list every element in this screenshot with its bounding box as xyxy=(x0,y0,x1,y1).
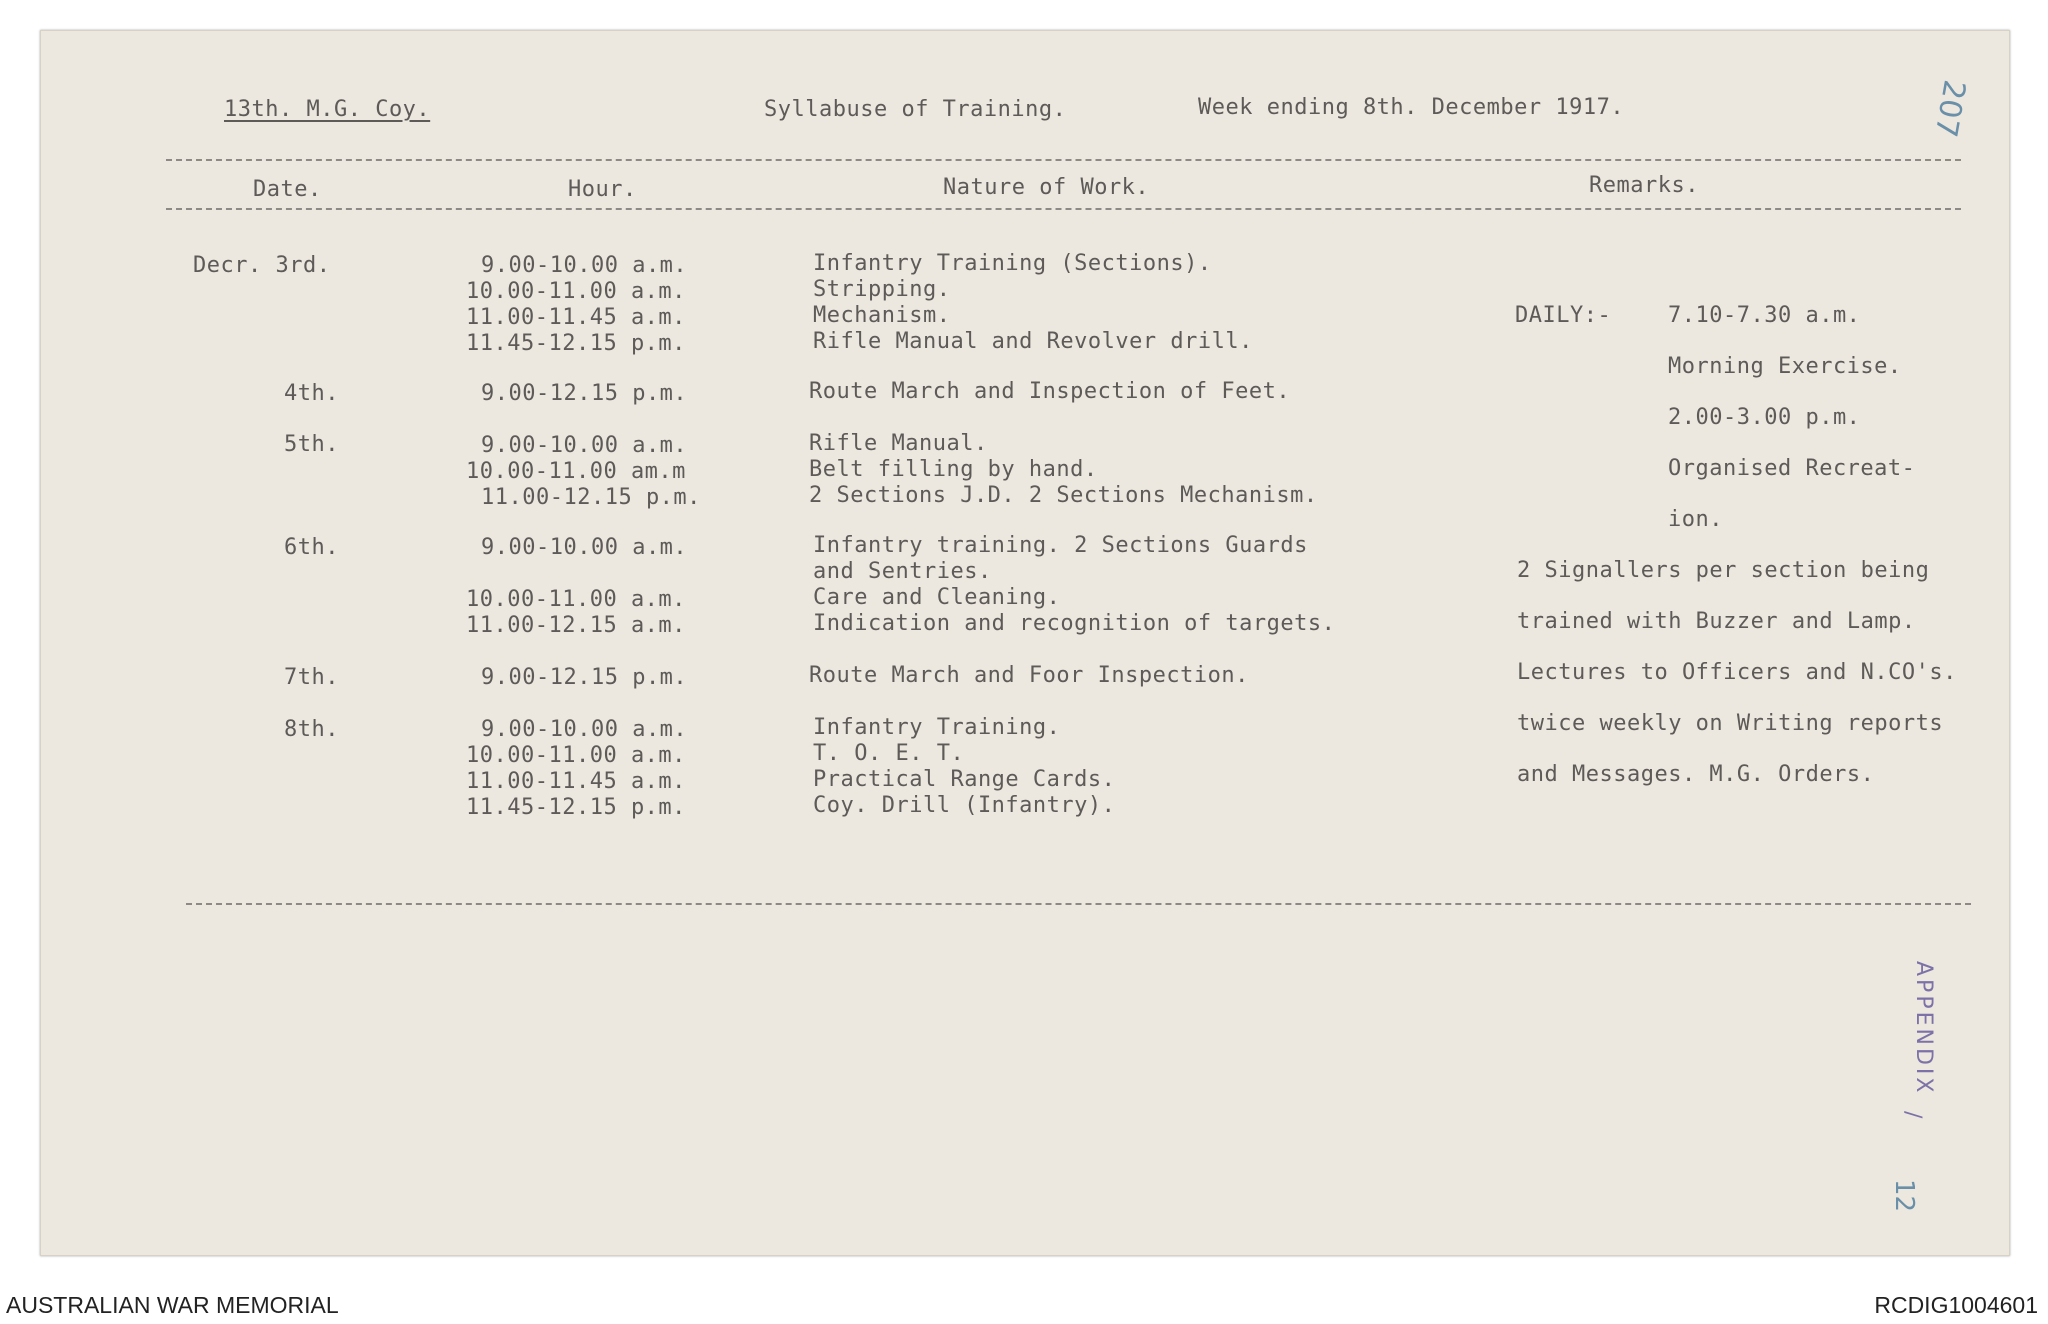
row-work: Route March and Foor Inspection. xyxy=(809,663,1249,688)
row-date: 4th. xyxy=(284,381,339,406)
row-work: Route March and Inspection of Feet. xyxy=(809,379,1291,404)
daily-label: DAILY:- xyxy=(1515,303,1612,328)
row-work: Coy. Drill (Infantry). xyxy=(813,793,1116,818)
row-hour: 11.00-11.45 a.m. xyxy=(466,769,686,794)
row-work: Infantry Training (Sections). xyxy=(813,251,1212,276)
row-work: Infantry training. 2 Sections Guards xyxy=(813,533,1308,558)
row-work: Practical Range Cards. xyxy=(813,767,1116,792)
table-bottom-rule xyxy=(186,903,1971,905)
remarks-note: trained with Buzzer and Lamp. xyxy=(1517,609,1916,634)
column-header-remarks: Remarks. xyxy=(1589,173,1699,198)
row-work: Rifle Manual and Revolver drill. xyxy=(813,329,1253,354)
row-hour: 11.00-12.15 a.m. xyxy=(466,613,686,638)
row-hour: 11.00-12.15 p.m. xyxy=(481,485,701,510)
footer-institution: AUSTRALIAN WAR MEMORIAL xyxy=(6,1292,339,1318)
row-hour: 10.00-11.00 am.m xyxy=(466,459,686,484)
row-work: Stripping. xyxy=(813,277,951,302)
row-work: Infantry Training. xyxy=(813,715,1061,740)
row-hour: 9.00-12.15 p.m. xyxy=(481,665,688,690)
row-work: Care and Cleaning. xyxy=(813,585,1061,610)
column-header-hour: Hour. xyxy=(568,177,637,202)
appendix-slash: / xyxy=(1900,1111,1925,1122)
header-top-rule xyxy=(166,159,1961,161)
row-hour: 9.00-10.00 a.m. xyxy=(481,253,688,278)
row-work: Rifle Manual. xyxy=(809,431,988,456)
remarks-line: Organised Recreat- xyxy=(1668,456,1916,481)
row-hour: 11.00-11.45 a.m. xyxy=(466,305,686,330)
appendix-number: 12 xyxy=(1889,1179,1919,1213)
remarks-line: ion. xyxy=(1668,507,1723,532)
remarks-line: Morning Exercise. xyxy=(1668,354,1902,379)
row-work: 2 Sections J.D. 2 Sections Mechanism. xyxy=(809,483,1318,508)
row-hour: 10.00-11.00 a.m. xyxy=(466,587,686,612)
remarks-line: 2.00-3.00 p.m. xyxy=(1668,405,1861,430)
footer-record-id: RCDIG1004601 xyxy=(1874,1292,2038,1318)
row-hour: 11.45-12.15 p.m. xyxy=(466,795,686,820)
document-sheet xyxy=(40,30,2010,1256)
week-ending: Week ending 8th. December 1917. xyxy=(1198,95,1625,120)
row-work: and Sentries. xyxy=(813,559,992,584)
row-work: T. O. E. T. xyxy=(813,741,965,766)
row-hour: 9.00-12.15 p.m. xyxy=(481,381,688,406)
appendix-stamp: APPENDIX xyxy=(1911,961,1936,1096)
row-hour: 11.45-12.15 p.m. xyxy=(466,331,686,356)
header-bottom-rule xyxy=(166,208,1961,210)
row-work: Belt filling by hand. xyxy=(809,457,1098,482)
row-date: 8th. xyxy=(284,717,339,742)
document-title: Syllabuse of Training. xyxy=(764,97,1067,122)
column-header-date: Date. xyxy=(253,177,322,202)
row-date: 5th. xyxy=(284,432,339,457)
remarks-note: and Messages. M.G. Orders. xyxy=(1517,762,1875,787)
unit-name: 13th. M.G. Coy. xyxy=(224,97,431,122)
daily-time: 7.10-7.30 a.m. xyxy=(1668,303,1861,328)
column-header-work: Nature of Work. xyxy=(943,175,1150,200)
row-date: 6th. xyxy=(284,535,339,560)
remarks-note: 2 Signallers per section being xyxy=(1517,558,1930,583)
row-hour: 9.00-10.00 a.m. xyxy=(481,717,688,742)
remarks-note: twice weekly on Writing reports xyxy=(1517,711,1944,736)
row-hour: 9.00-10.00 a.m. xyxy=(481,433,688,458)
remarks-note: Lectures to Officers and N.CO's. xyxy=(1517,660,1957,685)
row-date: Decr. 3rd. xyxy=(193,253,331,278)
row-hour: 9.00-10.00 a.m. xyxy=(481,535,688,560)
row-hour: 10.00-11.00 a.m. xyxy=(466,279,686,304)
row-work: Indication and recognition of targets. xyxy=(813,611,1336,636)
folio-number: 207 xyxy=(1927,77,1972,140)
row-date: 7th. xyxy=(284,665,339,690)
row-hour: 10.00-11.00 a.m. xyxy=(466,743,686,768)
row-work: Mechanism. xyxy=(813,303,951,328)
